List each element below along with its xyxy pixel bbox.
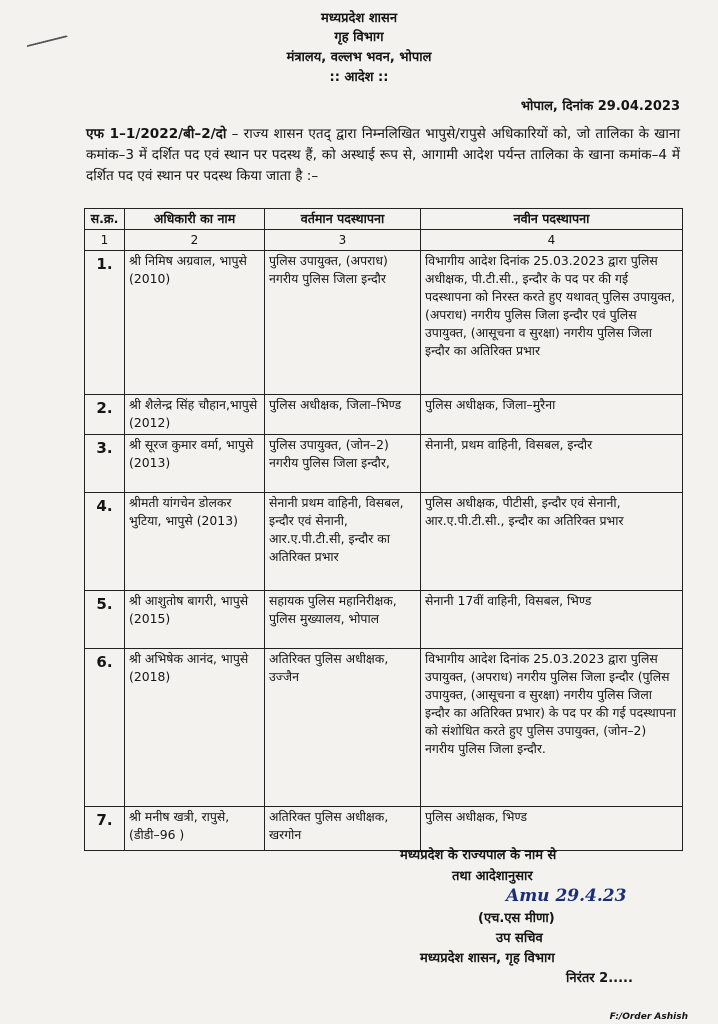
new-posting-cell: सेनानी 17वीं वाहिनी, विसबल, भिण्ड (421, 591, 683, 649)
header-current-posting: वर्तमान पदस्थापना (265, 209, 421, 230)
serial-cell: 6. (85, 649, 125, 807)
index-cell: 4 (421, 230, 683, 251)
table-row (85, 435, 683, 493)
serial-cell: 3. (85, 435, 125, 493)
current-posting-cell: अतिरिक्त पुलिस अधीक्षक, उज्जैन (265, 649, 421, 807)
current-posting-cell: पुलिस उपायुक्त, (अपराध) नगरीय पुलिस जिला इन्दौर (265, 251, 421, 395)
order-date: भोपाल, दिनांक 29.04.2023 (520, 99, 680, 114)
order-reference: एफ 1–1/2022/बी–2/दो (86, 126, 227, 142)
signature-authority-line: मध्यप्रदेश के राज्यपाल के नाम से (400, 848, 557, 863)
index-cell: 1 (85, 230, 125, 251)
new-posting-cell: पुलिस अधीक्षक, भिण्ड (421, 807, 683, 851)
serial-cell: 7. (85, 807, 125, 851)
order-intro-text: – राज्य शासन एतद् द्वारा निम्नलिखित भापुसे/रापुसे अधिकारियों को, जो तालिका के खाना कमांक–3 में दर्शित पद एवं स्थान पर पदस्थ हैं, को अस्थाई रूप से, आगामी आदेश पर्यन्त तालिका के खाना कमांक–4 में दर्शित पद एवं स्थान पर पदस्थ किया जाता है :– (86, 126, 681, 184)
header-officer-name: अधिकारी का नाम (125, 209, 265, 230)
header-government: मध्यप्रदेश शासन (320, 11, 398, 26)
serial-cell: 5. (85, 591, 125, 649)
table-index-row (85, 230, 683, 251)
header-order-title: :: आदेश :: (329, 70, 389, 85)
header-address: मंत्रालय, वल्लभ भवन, भोपाल (286, 50, 432, 65)
new-posting-cell: पुलिस अधीक्षक, पीटीसी, इन्दौर एवं सेनानी, आर.ए.पी.टी.सी., इन्दौर का अतिरिक्त प्रभार (421, 493, 683, 591)
continuation-note: निरंतर 2..... (566, 971, 633, 986)
signatory-department: मध्यप्रदेश शासन, गृह विभाग (420, 951, 555, 966)
signatory-designation: उप सचिव (496, 931, 543, 946)
signature-order-line: तथा आदेशानुसार (452, 869, 533, 884)
handwritten-signature: Amu 29.4.23 (506, 886, 627, 906)
header-serial: स.क्र. (85, 209, 125, 230)
serial-cell: 1. (85, 251, 125, 395)
table-row (85, 251, 683, 395)
officer-name-cell: श्री शैलेन्द्र सिंह चौहान,भापुसे (2012) (125, 395, 265, 435)
officer-name-cell: श्री आशुतोष बागरी, भापुसे (2015) (125, 591, 265, 649)
officer-name-cell: श्री मनीष खत्री, रापुसे, (डीडी–96 ) (125, 807, 265, 851)
table-row (85, 493, 683, 591)
officer-name-cell: श्रीमती यांगचेन डोलकर भुटिया, भापुसे (2013) (125, 493, 265, 591)
index-cell: 3 (265, 230, 421, 251)
new-posting-cell: पुलिस अधीक्षक, जिला–मुरैना (421, 395, 683, 435)
current-posting-cell: सहायक पुलिस महानिरीक्षक, पुलिस मुख्यालय, भोपाल (265, 591, 421, 649)
signatory-name: (एच.एस मीणा) (478, 911, 555, 926)
header-department: गृह विभाग (334, 30, 384, 45)
index-cell: 2 (125, 230, 265, 251)
serial-cell: 2. (85, 395, 125, 435)
current-posting-cell: अतिरिक्त पुलिस अधीक्षक, खरगोन (265, 807, 421, 851)
officer-name-cell: श्री अभिषेक आनंद, भापुसे (2018) (125, 649, 265, 807)
new-posting-cell: विभागीय आदेश दिनांक 25.03.2023 द्वारा पुलिस उपायुक्त, (अपराध) नगरीय पुलिस जिला इन्दौर (पुलिस उपायुक्त, (आसूचना व सुरक्षा) नगरीय पुलिस जिला इन्दौर का अतिरिक्त प्रभार) के पद पर की गई पदस्थापना को संशोधित करते हुए पुलिस उपायुक्त, (जोन–2) नगरीय पुलिस जिला इन्दौर. (421, 649, 683, 807)
new-posting-cell: विभागीय आदेश दिनांक 25.03.2023 द्वारा पुलिस अधीक्षक, पी.टी.सी., इन्दौर के पद पर की गई पदस्थापना को निरस्त करते हुए यथावत् पुलिस उपायुक्त, (अपराध) नगरीय पुलिस जिला इन्दौर एवं पुलिस उपायुक्त, (आसूचना व सुरक्षा) नगरीय पुलिस जिला इन्दौर का अतिरिक्त प्रभार (421, 251, 683, 395)
order-intro (86, 124, 680, 187)
officer-name-cell: श्री सूरज कुमार वर्मा, भापुसे (2013) (125, 435, 265, 493)
current-posting-cell: पुलिस उपायुक्त, (जोन–2) नगरीय पुलिस जिला इन्दौर, (265, 435, 421, 493)
officer-name-cell: श्री निमिष अग्रवाल, भापुसे (2010) (125, 251, 265, 395)
new-posting-cell: सेनानी, प्रथम वाहिनी, विसबल, इन्दौर (421, 435, 683, 493)
table-row (85, 591, 683, 649)
posting-table (84, 208, 683, 851)
header-new-posting: नवीन पदस्थापना (421, 209, 683, 230)
table-row (85, 649, 683, 807)
current-posting-cell: सेनानी प्रथम वाहिनी, विसबल, इन्दौर एवं सेनानी, आर.ए.पी.टी.सी, इन्दौर का अतिरिक्त प्रभार (265, 493, 421, 591)
table-header-row (85, 209, 683, 230)
current-posting-cell: पुलिस अधीक्षक, जिला–भिण्ड (265, 395, 421, 435)
serial-cell: 4. (85, 493, 125, 591)
table-row (85, 395, 683, 435)
footer-file-note: F:/Order Ashish (609, 1012, 688, 1022)
table-row (85, 807, 683, 851)
